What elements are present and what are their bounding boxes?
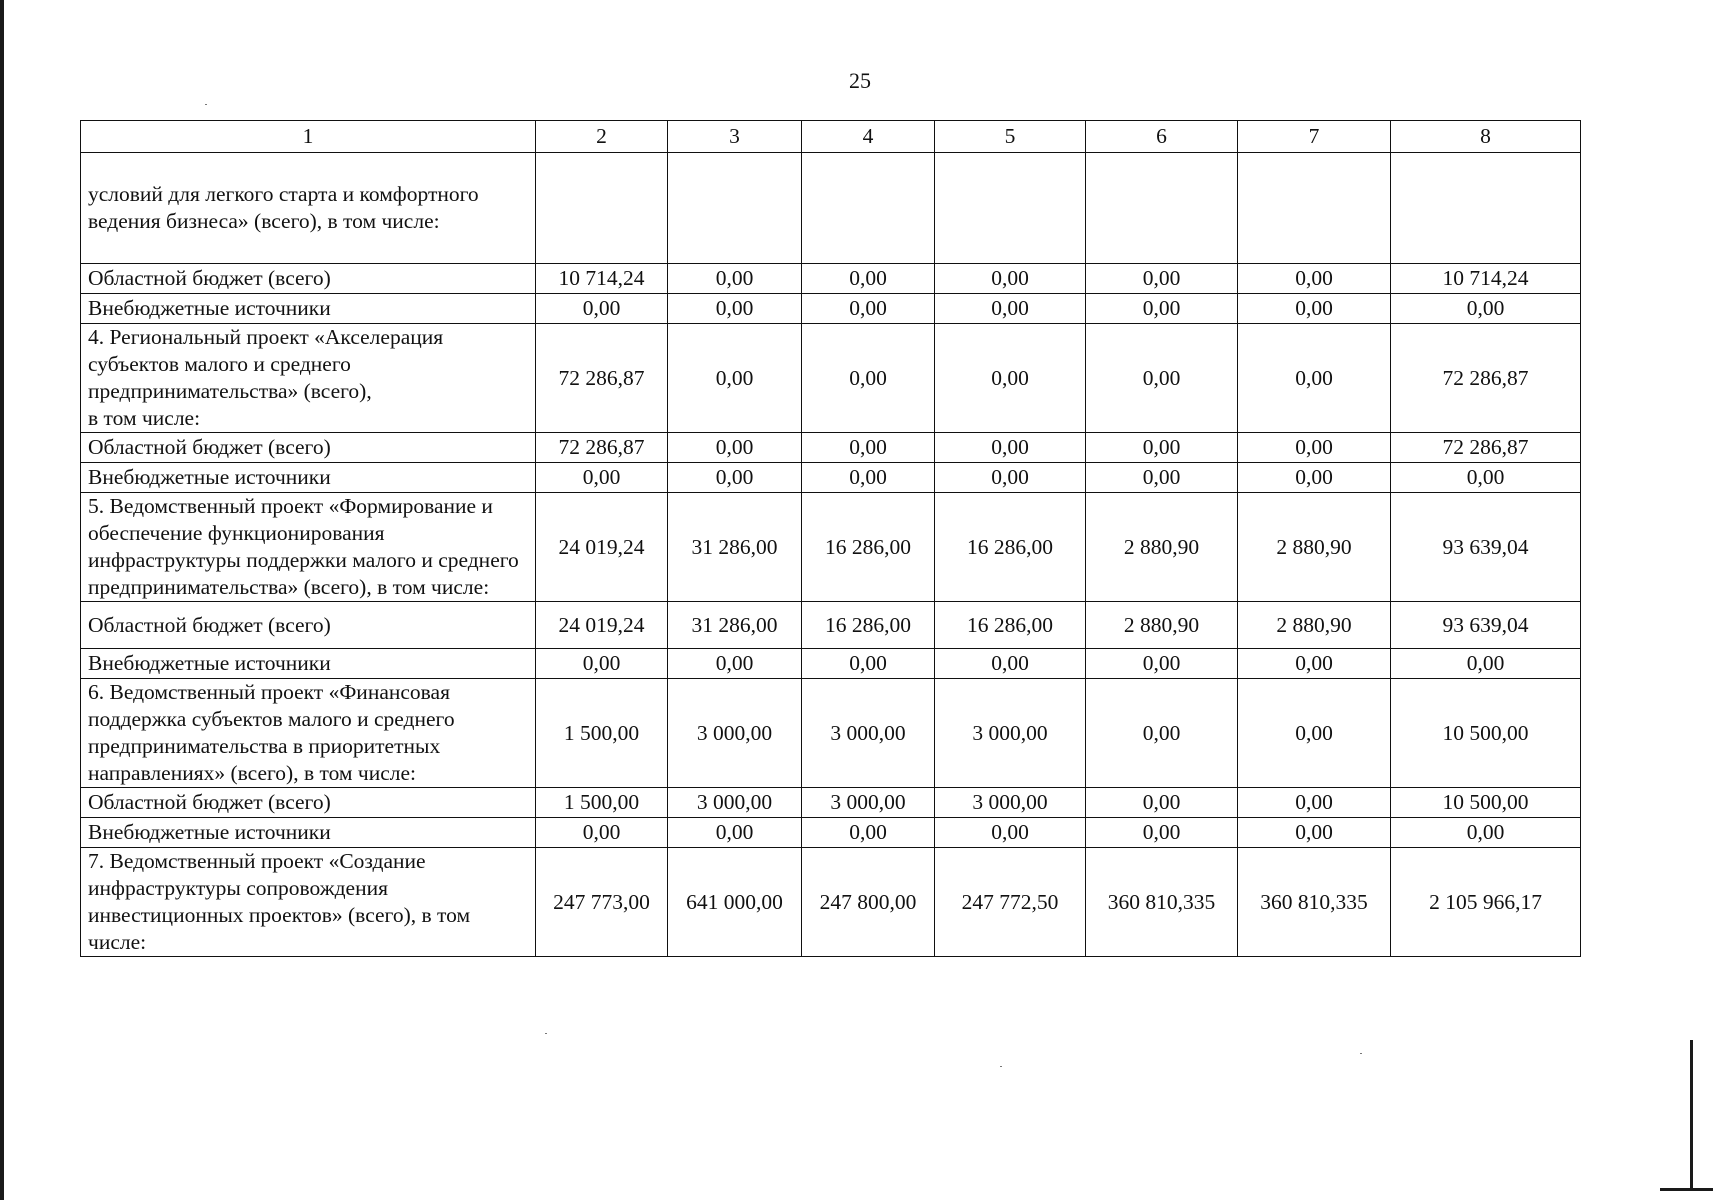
value-cell: 0,00	[1238, 433, 1391, 463]
value-cell: 0,00	[1238, 818, 1391, 848]
table-row	[81, 463, 1581, 493]
value-cell: 0,00	[1238, 788, 1391, 818]
row-label-cell: Областной бюджет (всего)	[81, 433, 536, 463]
value-cell: 0,00	[668, 818, 802, 848]
value-cell: 0,00	[935, 649, 1086, 679]
row-label-cell: условий для легкого старта и комфортного ведения бизнеса» (всего), в том числе:	[81, 153, 536, 264]
row-label-cell: Областной бюджет (всего)	[81, 788, 536, 818]
value-cell: 72 286,87	[536, 433, 668, 463]
row-label-cell: Внебюджетные источники	[81, 649, 536, 679]
value-cell: 3 000,00	[802, 788, 935, 818]
row-label-cell: 7. Ведомственный проект «Создание инфраструктуры сопровождения инвестиционных проектов» (всего), в том числе:	[81, 848, 536, 957]
value-cell: 0,00	[668, 324, 802, 433]
value-cell	[536, 153, 668, 264]
value-cell: 0,00	[536, 463, 668, 493]
row-label-cell: 5. Ведомственный проект «Формирование и обеспечение функционирования инфраструктуры поддержки малого и среднего предпринимательства» (всего), в том числе:	[81, 493, 536, 602]
value-cell: 0,00	[1086, 433, 1238, 463]
table-row	[81, 264, 1581, 294]
table-row	[81, 493, 1581, 602]
column-header: 2	[536, 121, 668, 153]
value-cell: 0,00	[1086, 788, 1238, 818]
value-cell: 31 286,00	[668, 493, 802, 602]
value-cell: 72 286,87	[1391, 324, 1581, 433]
value-cell: 247 772,50	[935, 848, 1086, 957]
scan-speck	[205, 104, 207, 105]
scan-speck	[1000, 1066, 1002, 1067]
page-number: 25	[849, 68, 871, 93]
scan-border-right	[1690, 1040, 1693, 1190]
value-cell: 10 500,00	[1391, 679, 1581, 788]
value-cell: 360 810,335	[1238, 848, 1391, 957]
column-header: 5	[935, 121, 1086, 153]
table-row	[81, 324, 1581, 433]
column-header: 7	[1238, 121, 1391, 153]
column-header: 6	[1086, 121, 1238, 153]
value-cell: 3 000,00	[668, 679, 802, 788]
value-cell: 24 019,24	[536, 493, 668, 602]
table-row	[81, 602, 1581, 649]
value-cell: 10 714,24	[536, 264, 668, 294]
value-cell: 16 286,00	[935, 602, 1086, 649]
value-cell: 2 880,90	[1238, 602, 1391, 649]
column-header: 8	[1391, 121, 1581, 153]
value-cell: 24 019,24	[536, 602, 668, 649]
value-cell	[668, 153, 802, 264]
value-cell: 0,00	[935, 294, 1086, 324]
value-cell: 10 714,24	[1391, 264, 1581, 294]
value-cell: 0,00	[668, 433, 802, 463]
value-cell: 0,00	[536, 649, 668, 679]
value-cell: 16 286,00	[802, 602, 935, 649]
table-row	[81, 649, 1581, 679]
header-row	[81, 121, 1581, 153]
value-cell: 0,00	[1086, 649, 1238, 679]
value-cell	[1086, 153, 1238, 264]
value-cell: 247 773,00	[536, 848, 668, 957]
value-cell: 0,00	[802, 324, 935, 433]
table-row	[81, 679, 1581, 788]
value-cell: 0,00	[935, 818, 1086, 848]
table-row	[81, 294, 1581, 324]
value-cell: 1 500,00	[536, 679, 668, 788]
row-label-cell: 6. Ведомственный проект «Финансовая поддержка субъектов малого и среднего предпринимательства в приоритетных направлениях» (всего), в том числе:	[81, 679, 536, 788]
row-label-cell: Областной бюджет (всего)	[81, 264, 536, 294]
value-cell: 2 880,90	[1086, 602, 1238, 649]
value-cell: 0,00	[1086, 679, 1238, 788]
value-cell: 0,00	[1086, 264, 1238, 294]
scan-speck	[1360, 1053, 1362, 1054]
table-row	[81, 433, 1581, 463]
row-label-cell: Внебюджетные источники	[81, 818, 536, 848]
value-cell: 247 800,00	[802, 848, 935, 957]
value-cell: 10 500,00	[1391, 788, 1581, 818]
value-cell: 0,00	[1086, 463, 1238, 493]
value-cell: 0,00	[1391, 818, 1581, 848]
value-cell: 0,00	[1238, 294, 1391, 324]
value-cell: 0,00	[802, 463, 935, 493]
value-cell: 1 500,00	[536, 788, 668, 818]
value-cell: 0,00	[1391, 294, 1581, 324]
column-header: 4	[802, 121, 935, 153]
scan-border-bottom	[1660, 1188, 1713, 1191]
scan-border-left	[0, 0, 4, 1200]
value-cell	[1391, 153, 1581, 264]
value-cell: 16 286,00	[802, 493, 935, 602]
scan-speck	[545, 1033, 547, 1034]
table-row	[81, 153, 1581, 264]
value-cell: 0,00	[935, 463, 1086, 493]
value-cell: 0,00	[802, 818, 935, 848]
value-cell: 3 000,00	[802, 679, 935, 788]
table-row	[81, 848, 1581, 957]
table-row	[81, 788, 1581, 818]
table-row	[81, 818, 1581, 848]
value-cell: 0,00	[1391, 649, 1581, 679]
value-cell: 0,00	[536, 818, 668, 848]
value-cell: 0,00	[1391, 463, 1581, 493]
value-cell: 641 000,00	[668, 848, 802, 957]
value-cell: 0,00	[668, 649, 802, 679]
value-cell: 93 639,04	[1391, 602, 1581, 649]
value-cell: 31 286,00	[668, 602, 802, 649]
value-cell: 3 000,00	[668, 788, 802, 818]
row-label-cell: 4. Региональный проект «Акселерация субъектов малого и среднего предпринимательства» (всего), в том числе:	[81, 324, 536, 433]
row-label-cell: Областной бюджет (всего)	[81, 602, 536, 649]
value-cell: 16 286,00	[935, 493, 1086, 602]
value-cell: 0,00	[1238, 679, 1391, 788]
value-cell: 0,00	[1086, 324, 1238, 433]
column-header: 3	[668, 121, 802, 153]
value-cell: 0,00	[802, 264, 935, 294]
value-cell: 0,00	[1238, 649, 1391, 679]
value-cell: 0,00	[802, 294, 935, 324]
value-cell: 2 105 966,17	[1391, 848, 1581, 957]
value-cell: 0,00	[935, 433, 1086, 463]
value-cell: 0,00	[935, 264, 1086, 294]
value-cell: 0,00	[1238, 463, 1391, 493]
value-cell	[802, 153, 935, 264]
value-cell	[935, 153, 1086, 264]
value-cell: 2 880,90	[1086, 493, 1238, 602]
value-cell: 0,00	[1238, 264, 1391, 294]
value-cell: 2 880,90	[1238, 493, 1391, 602]
value-cell: 0,00	[802, 649, 935, 679]
value-cell: 3 000,00	[935, 679, 1086, 788]
value-cell: 360 810,335	[1086, 848, 1238, 957]
table-body	[81, 153, 1581, 957]
budget-table	[80, 120, 1581, 957]
value-cell: 3 000,00	[935, 788, 1086, 818]
value-cell: 0,00	[668, 463, 802, 493]
row-label-cell: Внебюджетные источники	[81, 463, 536, 493]
value-cell: 0,00	[536, 294, 668, 324]
value-cell: 0,00	[1086, 294, 1238, 324]
value-cell: 0,00	[1238, 324, 1391, 433]
value-cell: 0,00	[802, 433, 935, 463]
value-cell: 93 639,04	[1391, 493, 1581, 602]
value-cell: 0,00	[668, 264, 802, 294]
row-label-cell: Внебюджетные источники	[81, 294, 536, 324]
value-cell: 0,00	[1086, 818, 1238, 848]
column-header: 1	[81, 121, 536, 153]
value-cell: 0,00	[935, 324, 1086, 433]
value-cell: 72 286,87	[536, 324, 668, 433]
value-cell	[1238, 153, 1391, 264]
value-cell: 0,00	[668, 294, 802, 324]
value-cell: 72 286,87	[1391, 433, 1581, 463]
